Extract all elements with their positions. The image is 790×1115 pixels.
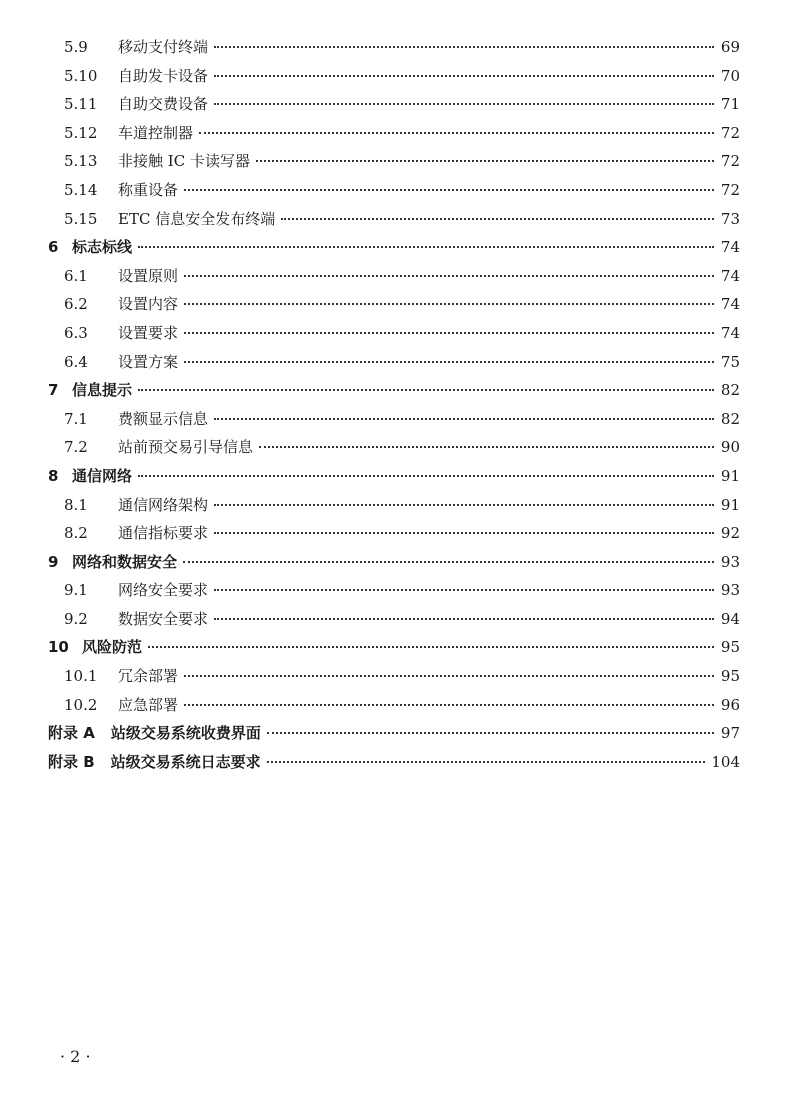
dot-leader (199, 132, 714, 134)
toc-section-number: 5.15 (64, 209, 98, 228)
toc-page-number: 71 (720, 95, 740, 114)
toc-entry-6-1[interactable] (48, 262, 740, 291)
toc-page-number: 70 (720, 66, 740, 85)
toc-entry-9-2[interactable] (48, 605, 740, 634)
dot-leader (281, 218, 714, 220)
toc-section-title: 设置内容 (118, 295, 179, 314)
toc-section-number: 6.2 (64, 295, 88, 314)
toc-appendix-a[interactable] (48, 719, 740, 748)
toc-entry-6-4[interactable] (48, 348, 740, 377)
toc-chapter-8[interactable] (48, 462, 740, 491)
toc-chapter-title: 风险防范 (82, 638, 143, 657)
toc-section-title: 数据安全要求 (118, 609, 209, 628)
toc-page-number: 82 (720, 381, 740, 400)
dot-leader (138, 475, 714, 477)
toc-section-title: 站前预交易引导信息 (118, 438, 254, 457)
toc-section-title: 自助交费设备 (118, 95, 209, 114)
toc-chapter-10[interactable] (48, 633, 740, 662)
toc-entry-5-9[interactable] (48, 33, 740, 62)
table-of-contents (48, 33, 740, 776)
toc-chapter-title: 信息提示 (72, 381, 133, 400)
toc-entry-10-2[interactable] (48, 691, 740, 720)
toc-section-number: 8.1 (64, 495, 88, 514)
toc-entry-9-1[interactable] (48, 576, 740, 605)
toc-section-number: 7.2 (64, 438, 88, 457)
toc-section-number: 5.13 (64, 152, 98, 171)
toc-section-title: 车道控制器 (118, 123, 194, 142)
toc-page-number: 91 (720, 466, 740, 485)
toc-chapter-number: 9 (48, 552, 59, 571)
toc-section-title: 设置原则 (118, 266, 179, 285)
toc-section-number: 10.1 (64, 667, 98, 686)
toc-section-number: 7.1 (64, 409, 88, 428)
toc-section-number: 9.2 (64, 609, 88, 628)
dot-leader (184, 361, 714, 363)
dot-leader (148, 646, 714, 648)
dot-leader (184, 189, 714, 191)
toc-chapter-number: 10 (48, 638, 69, 657)
toc-chapter-title: 通信网络 (72, 466, 133, 485)
toc-entry-5-13[interactable] (48, 147, 740, 176)
dot-leader (214, 504, 714, 506)
toc-section-title: 网络安全要求 (118, 581, 209, 600)
toc-chapter-6[interactable] (48, 233, 740, 262)
toc-appendix-b[interactable] (48, 748, 740, 777)
toc-page-number: 74 (720, 266, 740, 285)
toc-chapter-number: 6 (48, 238, 59, 257)
page-number-footer: · 2 · (60, 1047, 91, 1066)
toc-appendix-label: 附录 B (48, 752, 95, 771)
toc-page-number: 75 (720, 352, 740, 371)
toc-section-number: 5.12 (64, 123, 98, 142)
toc-section-title: ETC 信息安全发布终端 (118, 209, 276, 228)
toc-section-number: 6.1 (64, 266, 88, 285)
toc-section-number: 6.4 (64, 352, 88, 371)
toc-page-number: 104 (711, 752, 740, 771)
dot-leader (184, 303, 714, 305)
toc-entry-8-2[interactable] (48, 519, 740, 548)
toc-section-number: 5.14 (64, 180, 98, 199)
toc-page-number: 93 (720, 581, 740, 600)
dot-leader (214, 418, 714, 420)
toc-entry-6-2[interactable] (48, 290, 740, 319)
toc-section-title: 费额显示信息 (118, 409, 209, 428)
toc-page-number: 73 (720, 209, 740, 228)
toc-page-number: 82 (720, 409, 740, 428)
toc-page-number: 93 (720, 552, 740, 571)
toc-page-number: 74 (720, 323, 740, 342)
dot-leader (214, 618, 714, 620)
toc-entry-5-11[interactable] (48, 90, 740, 119)
toc-entry-7-2[interactable] (48, 433, 740, 462)
toc-chapter-number: 7 (48, 381, 59, 400)
toc-section-title: 设置要求 (118, 323, 179, 342)
dot-leader (214, 75, 714, 77)
dot-leader (267, 761, 706, 763)
toc-entry-10-1[interactable] (48, 662, 740, 691)
dot-leader (138, 246, 714, 248)
toc-section-number: 6.3 (64, 323, 88, 342)
toc-chapter-number: 8 (48, 466, 59, 485)
toc-entry-7-1[interactable] (48, 405, 740, 434)
dot-leader (138, 389, 714, 391)
toc-section-number: 9.1 (64, 581, 88, 600)
dot-leader (184, 704, 714, 706)
toc-page-number: 91 (720, 495, 740, 514)
toc-section-number: 5.11 (64, 95, 98, 114)
toc-entry-5-15[interactable] (48, 205, 740, 234)
toc-section-title: 冗余部署 (118, 667, 179, 686)
toc-section-number: 10.2 (64, 695, 98, 714)
dot-leader (259, 446, 714, 448)
toc-chapter-9[interactable] (48, 548, 740, 577)
toc-page-number: 74 (720, 238, 740, 257)
toc-chapter-title: 网络和数据安全 (72, 552, 178, 571)
toc-section-title: 称重设备 (118, 180, 179, 199)
toc-page-number: 96 (720, 695, 740, 714)
toc-entry-5-10[interactable] (48, 62, 740, 91)
toc-page-number: 72 (720, 123, 740, 142)
toc-section-number: 5.10 (64, 66, 98, 85)
toc-page-number: 95 (720, 638, 740, 657)
dot-leader (214, 532, 714, 534)
toc-section-title: 移动支付终端 (118, 38, 209, 56)
toc-page-number: 92 (720, 524, 740, 543)
toc-section-title: 非接触 IC 卡读写器 (118, 152, 250, 171)
toc-section-number: 5.9 (64, 38, 88, 56)
toc-page-number: 74 (720, 295, 740, 314)
toc-chapter-7[interactable] (48, 376, 740, 405)
toc-page-number: 97 (720, 724, 740, 743)
toc-section-title: 通信指标要求 (118, 524, 209, 543)
toc-appendix-title: 站级交易系统日志要求 (110, 752, 261, 771)
dot-leader (214, 46, 714, 48)
toc-entry-5-12[interactable] (48, 119, 740, 148)
toc-page-number: 95 (720, 667, 740, 686)
dot-leader (214, 589, 714, 591)
dot-leader (184, 675, 714, 677)
toc-section-title: 自助发卡设备 (118, 66, 209, 85)
toc-page-number: 90 (720, 438, 740, 457)
dot-leader (267, 732, 714, 734)
toc-section-title: 应急部署 (118, 695, 179, 714)
dot-leader (184, 332, 714, 334)
toc-entry-5-14[interactable] (48, 176, 740, 205)
toc-appendix-title: 站级交易系统收费界面 (110, 724, 261, 743)
dot-leader (184, 275, 714, 277)
toc-page-number: 94 (720, 609, 740, 628)
toc-section-title: 通信网络架构 (118, 495, 209, 514)
toc-page-number: 72 (720, 152, 740, 171)
dot-leader (183, 561, 714, 563)
dot-leader (256, 160, 714, 162)
toc-section-title: 设置方案 (118, 352, 179, 371)
toc-section-number: 8.2 (64, 524, 88, 543)
toc-page-number: 69 (720, 38, 740, 56)
toc-entry-6-3[interactable] (48, 319, 740, 348)
toc-entry-8-1[interactable] (48, 491, 740, 520)
toc-chapter-title: 标志标线 (72, 238, 133, 257)
toc-appendix-label: 附录 A (48, 724, 95, 743)
toc-page-number: 72 (720, 180, 740, 199)
dot-leader (214, 103, 714, 105)
